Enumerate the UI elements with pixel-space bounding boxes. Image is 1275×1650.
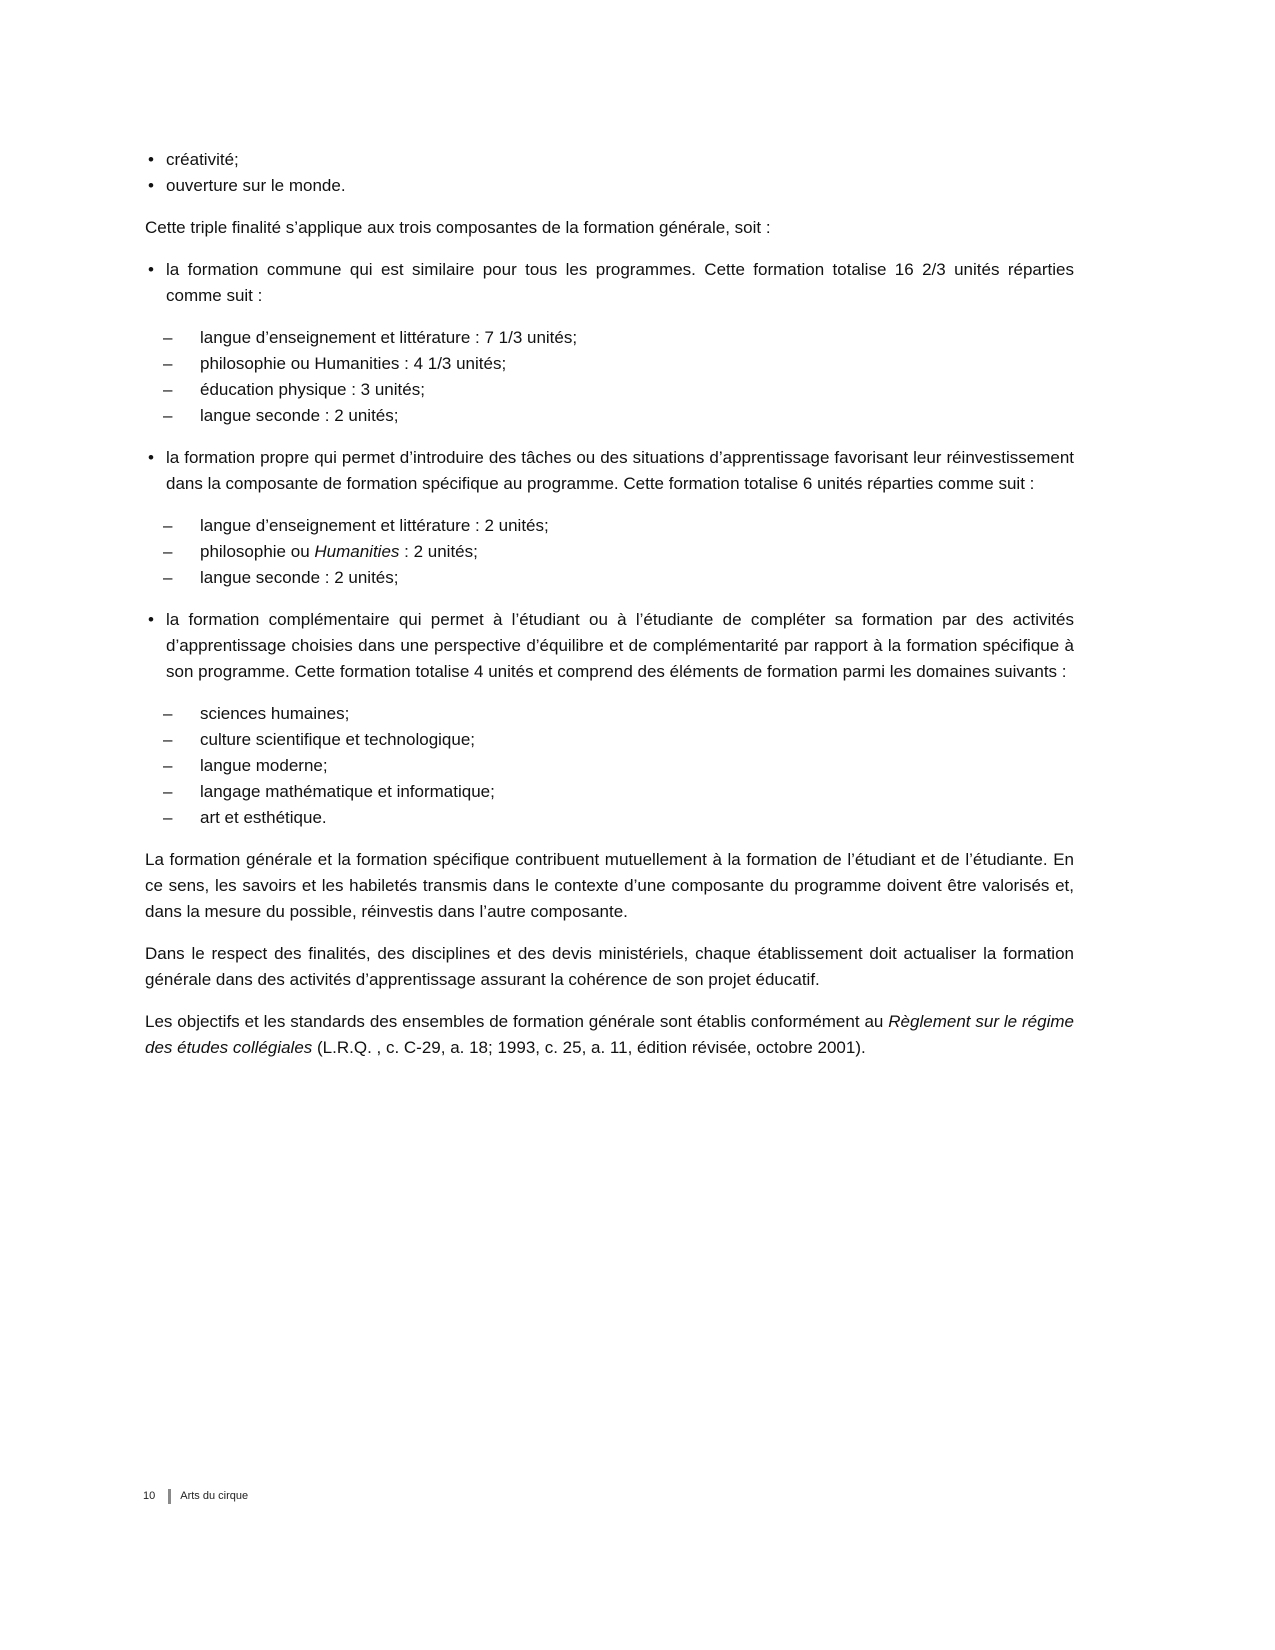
- dash-text: langue d’enseignement et littérature : 2 unités;: [200, 516, 549, 535]
- dash-text: art et esthétique.: [200, 808, 327, 827]
- paragraph-formation-generale: La formation générale et la formation spécifique contribuent mutuellement à la formation de l’étudiant et de l’étudiante. En ce sens, les savoirs et les habiletés transmis dans le contexte d’une composante du programme doivent être valorisés et, dans la mesure du possible, réinvestis dans l’autre composante.: [145, 850, 1074, 921]
- dash-item: [145, 753, 1074, 779]
- dash-marker: –: [163, 756, 173, 775]
- paragraph-reglement-post: (L.R.Q. , c. C-29, a. 18; 1993, c. 25, a. 11, édition révisée, octobre 2001).: [312, 1038, 866, 1057]
- bullet-formation-complementaire: [145, 607, 1074, 685]
- page-number: 10: [143, 1490, 156, 1502]
- dash-text: langue seconde : 2 unités;: [200, 406, 399, 425]
- dash-marker: –: [163, 406, 173, 425]
- dash-text: [200, 542, 478, 561]
- bullet-marker: •: [148, 176, 154, 195]
- dash-marker: –: [163, 568, 173, 587]
- bullet-item: [145, 147, 1074, 173]
- bullet-marker: •: [148, 150, 154, 169]
- dash-text: culture scientifique et technologique;: [200, 730, 476, 749]
- page-footer: [143, 1488, 248, 1504]
- dash-text: langue seconde : 2 unités;: [200, 568, 399, 587]
- bullet-item: [145, 173, 1074, 199]
- dash-item: [145, 539, 1074, 565]
- dash-item: [145, 805, 1074, 831]
- paragraph-respect-finalites: Dans le respect des finalités, des disciplines et des devis ministériels, chaque établissement doit actualiser la formation générale dans des activités d’apprentissage assurant la cohérence de son projet éducatif.: [145, 944, 1074, 989]
- dash-item: [145, 565, 1074, 591]
- paragraph-triple-finalite: Cette triple finalité s’applique aux trois composantes de la formation générale, soit :: [145, 218, 771, 237]
- dash-item: [145, 351, 1074, 377]
- dash-item: [145, 727, 1074, 753]
- bullet-marker: •: [148, 610, 154, 629]
- dash-marker: –: [163, 516, 173, 535]
- dash-marker: –: [163, 354, 173, 373]
- bullet-text: la formation propre qui permet d’introduire des tâches ou des situations d’apprentissage favorisant leur réinvestissement dans la composante de formation spécifique au programme. Cette formation totalise 6 unités réparties comme suit :: [166, 448, 1074, 493]
- dash-text-pre: philosophie ou: [200, 542, 315, 561]
- dash-marker: –: [163, 542, 173, 561]
- dash-item: [145, 377, 1074, 403]
- bullet-formation-commune: [145, 257, 1074, 309]
- dash-item: [145, 325, 1074, 351]
- paragraph-reglement-title: Règlement sur le régime des études collégiales: [145, 1012, 1074, 1057]
- dash-item: [145, 403, 1074, 429]
- bullet-text: la formation commune qui est similaire pour tous les programmes. Cette formation totalise 16 2/3 unités réparties comme suit :: [166, 260, 1074, 305]
- dash-text: langue d’enseignement et littérature : 7 1/3 unités;: [200, 328, 578, 347]
- formation-complementaire-sublist: [145, 701, 1074, 831]
- bullet-marker: •: [148, 260, 154, 279]
- bullet-text: la formation complémentaire qui permet à l’étudiant ou à l’étudiante de compléter sa formation par des activités d’apprentissage choisies dans une perspective d’équilibre et de complémentarité par rapport à la formation spécifique à son programme. Cette formation totalise 4 unités et comprend des éléments de formation parmi les domaines suivants :: [166, 610, 1074, 681]
- bullet-marker: •: [148, 448, 154, 467]
- dash-marker: –: [163, 782, 173, 801]
- footer-section-title: Arts du cirque: [180, 1490, 249, 1502]
- bullet-formation-propre: [145, 445, 1074, 497]
- dash-text-italic: Humanities: [314, 542, 400, 561]
- dash-marker: –: [163, 808, 173, 827]
- paragraph-reglement: [145, 1009, 1074, 1061]
- dash-text-post: : 2 unités;: [399, 542, 478, 561]
- dash-marker: –: [163, 328, 173, 347]
- formation-propre-sublist: [145, 513, 1074, 591]
- dash-marker: –: [163, 704, 173, 723]
- formation-commune-sublist: [145, 325, 1074, 429]
- dash-marker: –: [163, 730, 173, 749]
- intro-bullet-list: [145, 147, 1074, 199]
- dash-text: sciences humaines;: [200, 704, 350, 723]
- dash-text: langage mathématique et informatique;: [200, 782, 495, 801]
- footer-divider: [168, 1489, 171, 1504]
- dash-item: [145, 513, 1074, 539]
- dash-text: philosophie ou Humanities : 4 1/3 unités;: [200, 354, 507, 373]
- bullet-text: créativité;: [166, 150, 239, 169]
- bullet-text: ouverture sur le monde.: [166, 176, 346, 195]
- dash-text: éducation physique : 3 unités;: [200, 380, 425, 399]
- dash-item: [145, 779, 1074, 805]
- dash-marker: –: [163, 380, 173, 399]
- dash-text: langue moderne;: [200, 756, 328, 775]
- dash-item: [145, 701, 1074, 727]
- paragraph-reglement-pre: Les objectifs et les standards des ensembles de formation générale sont établis conformément au: [145, 1012, 889, 1031]
- page-content: [145, 147, 1074, 1077]
